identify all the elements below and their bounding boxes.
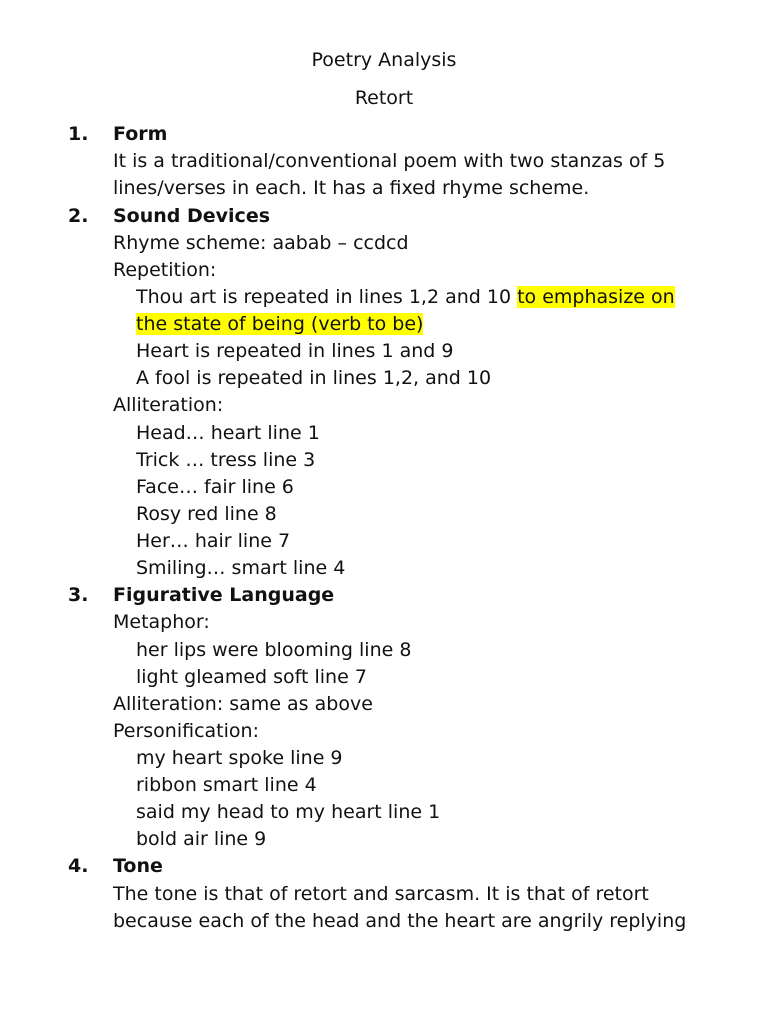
metaphor-item: light gleamed soft line 7 [136,666,367,688]
personification-item: ribbon smart line 4 [136,774,317,796]
section-heading-figurative-language: Figurative Language [113,584,335,606]
alliteration-item: Trick … tress line 3 [136,449,316,471]
section-number: 3. [68,584,89,606]
metaphor-label: Metaphor: [113,611,210,633]
alliteration-item: Face… fair line 6 [136,476,294,498]
form-text-line: lines/verses in each. It has a fixed rhyme scheme. [113,177,590,199]
section-number: 4. [68,855,89,877]
alliteration-item: Smiling… smart line 4 [136,557,346,579]
personification-item: my heart spoke line 9 [136,747,343,769]
section-number: 1. [68,123,89,145]
alliteration-item: Rosy red line 8 [136,503,277,525]
metaphor-item: her lips were blooming line 8 [136,639,412,661]
form-text-line: It is a traditional/conventional poem with two stanzas of 5 [113,150,666,172]
section-heading-form: Form [113,123,168,145]
section-heading-tone: Tone [113,855,163,877]
tone-text-line: because each of the head and the heart are angrily replying [113,910,687,932]
alliteration-item: Head… heart line 1 [136,422,320,444]
section-number: 2. [68,205,89,227]
section-heading-sound-devices: Sound Devices [113,205,271,227]
personification-item: said my head to my heart line 1 [136,801,441,823]
personification-item: bold air line 9 [136,828,267,850]
repetition-label: Repetition: [113,259,217,281]
repetition-plain-text: Thou art is repeated in lines 1,2 and 10 [136,286,518,308]
alliteration-label: Alliteration: [113,394,224,416]
highlighted-text: to emphasize on [517,286,675,308]
repetition-item: Heart is repeated in lines 1 and 9 [136,340,454,362]
repetition-item [136,285,675,309]
tone-text-line: The tone is that of retort and sarcasm. It is that of retort [113,883,649,905]
alliteration-note: Alliteration: same as above [113,693,373,715]
personification-label: Personification: [113,720,259,742]
repetition-item: A fool is repeated in lines 1,2, and 10 [136,367,492,389]
rhyme-scheme-text: Rhyme scheme: aabab – ccdcd [113,232,409,254]
alliteration-item: Her… hair line 7 [136,530,291,552]
document-subtitle: Retort [354,87,414,109]
highlighted-text: the state of being (verb to be) [136,313,424,335]
repetition-item-continued [136,312,423,336]
document-title: Poetry Analysis [311,49,457,71]
